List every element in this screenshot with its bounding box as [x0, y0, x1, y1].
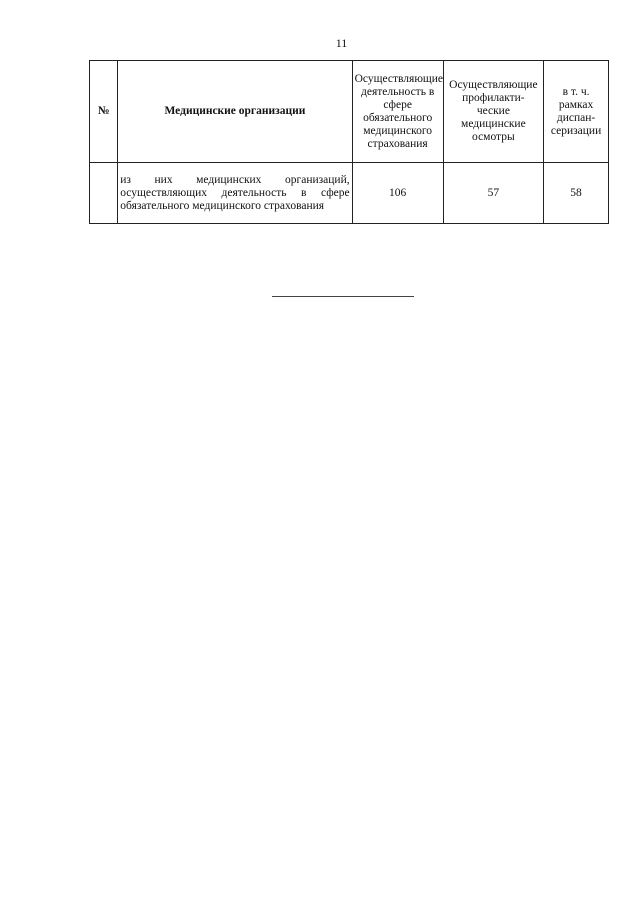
table-header-row — [90, 61, 609, 163]
row-preventive-value: 57 — [443, 163, 543, 224]
header-number: № — [90, 61, 118, 163]
row-organization-cell: из них медицинских организаций, осуществляющих деятельность в сфере обязательного медицинского страхования — [118, 163, 352, 224]
table-row — [90, 163, 609, 224]
header-organizations: Медицинские организации — [118, 61, 352, 163]
page-number: 11 — [335, 36, 348, 50]
header-preventive-exams: Осуществляющие профилакти-ческие медицинские осмотры — [443, 61, 543, 163]
row-number-cell — [90, 163, 118, 224]
data-table — [89, 60, 609, 224]
end-of-document-rule — [272, 296, 414, 297]
row-oms-value: 106 — [352, 163, 443, 224]
header-dispensarization: в т. ч. рамках диспан-серизации — [544, 61, 609, 163]
row-dispensarization-value: 58 — [544, 163, 609, 224]
header-oms-activity: Осуществляющие деятельность в сфере обязательного медицинского страхования — [352, 61, 443, 163]
